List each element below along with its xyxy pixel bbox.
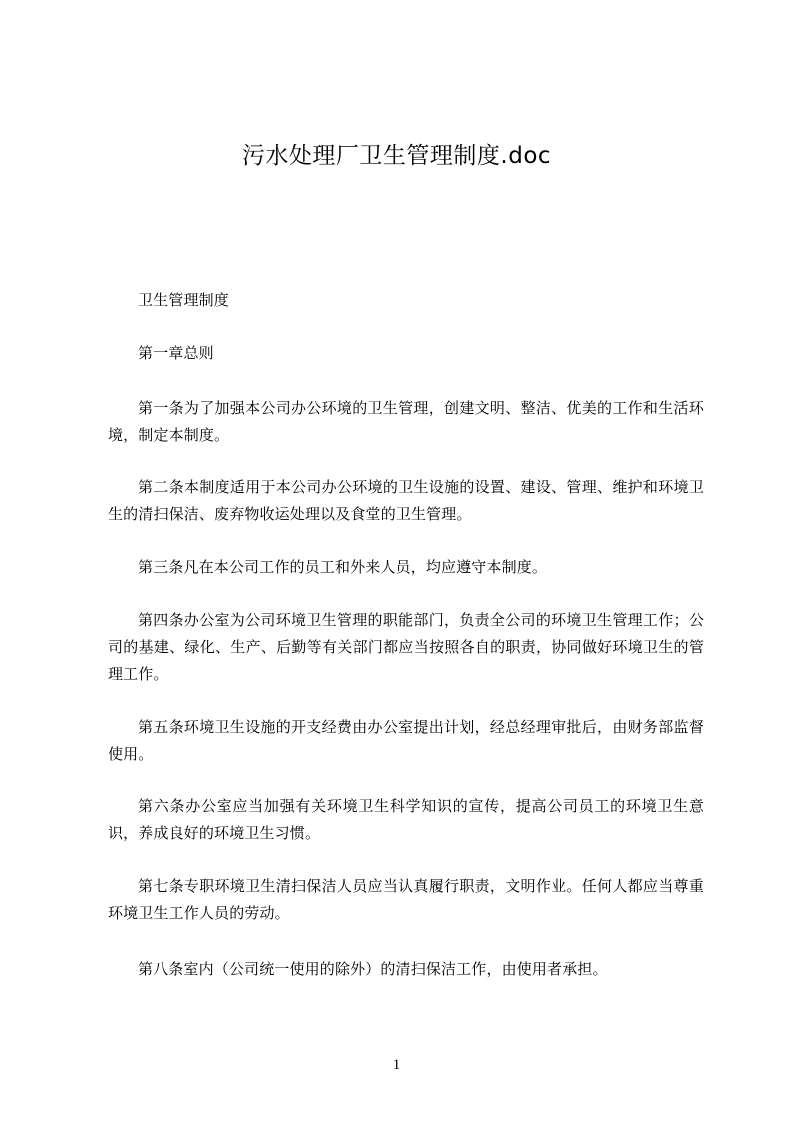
article-1: 第一条为了加强本公司办公环境的卫生管理，创建文明、整洁、优美的工作和生活环境，制定本制度。 (108, 399, 704, 444)
article-6: 第六条办公室应当加强有关环境卫生科学知识的宣传，提高公司员工的环境卫生意识，养成良好的环境卫生习惯。 (108, 797, 704, 842)
page-number: 1 (392, 1057, 401, 1073)
article-7: 第七条专职环境卫生清扫保洁人员应当认真履行职责，文明作业。任何人都应当尊重环境卫生工作人员的劳动。 (108, 877, 704, 922)
article-3: 第三条凡在本公司工作的员工和外来人员，均应遵守本制度。 (138, 558, 548, 576)
article-8: 第八条室内（公司统一使用的除外）的清扫保洁工作，由使用者承担。 (138, 960, 608, 978)
chapter-heading: 第一章总则 (138, 344, 214, 362)
article-2: 第二条本制度适用于本公司办公环境的卫生设施的设置、建设、管理、维护和环境卫生的清扫保洁、废弃物收运处理以及食堂的卫生管理。 (108, 478, 704, 523)
article-5: 第五条环境卫生设施的开支经费由办公室提出计划，经总经理审批后，由财务部监督使用。 (108, 718, 704, 763)
article-4: 第四条办公室为公司环境卫生管理的职能部门，负责全公司的环境卫生管理工作；公司的基建、绿化、生产、后勤等有关部门都应当按照各自的职责，协同做好环境卫生的管理工作。 (108, 611, 704, 683)
section-heading: 卫生管理制度 (138, 291, 229, 309)
document-title: 污水处理厂卫生管理制度.doc (241, 143, 552, 169)
